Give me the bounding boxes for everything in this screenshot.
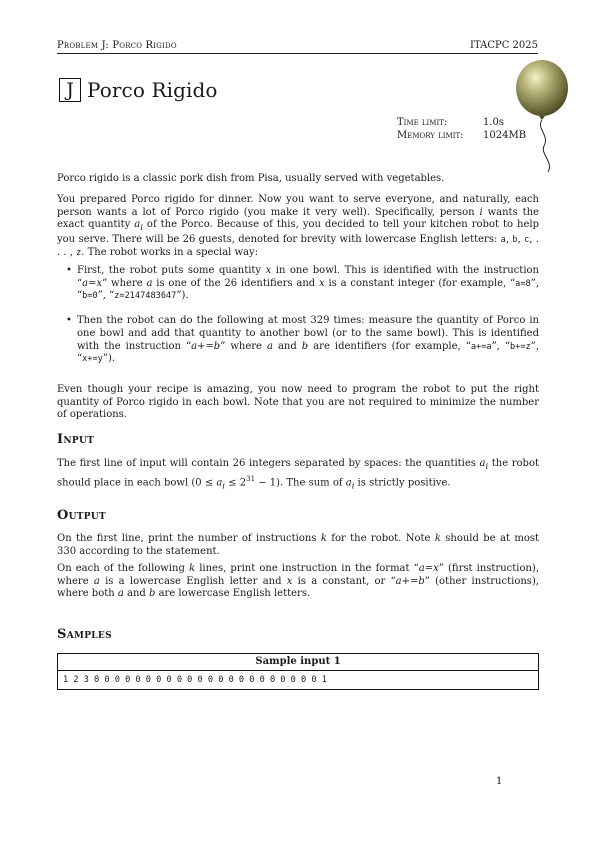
output-paragraph-2 bbox=[57, 563, 539, 601]
text-run: and bbox=[272, 340, 302, 352]
code-example: a+=a bbox=[470, 341, 492, 352]
text-run: wants the exact quantity bbox=[57, 206, 539, 231]
math-subscript: i bbox=[485, 461, 489, 471]
math-var: i bbox=[479, 206, 483, 218]
math-var: x bbox=[319, 277, 325, 289]
time-limit-row bbox=[397, 116, 526, 129]
math-var: a bbox=[117, 588, 124, 600]
text-run: ”, “ bbox=[97, 290, 115, 302]
text-run: , bbox=[517, 234, 525, 246]
statement-paragraph-1: Porco rigido is a classic pork dish from Pisa, usually served with vegetables. bbox=[57, 173, 445, 184]
text-run: is a constant integer (for example, “ bbox=[324, 277, 516, 289]
text-run: On each of the following bbox=[57, 563, 190, 574]
text-run: ” (first instruction), where bbox=[57, 563, 540, 587]
text-run: On the first line, print the number of instructions bbox=[57, 533, 321, 544]
math-var: k bbox=[189, 563, 196, 574]
text-run: ” where bbox=[220, 340, 267, 352]
text-run: is strictly positive. bbox=[354, 477, 451, 489]
header-rule bbox=[57, 53, 538, 54]
math-var: a bbox=[134, 219, 141, 231]
math-var: a=x bbox=[82, 277, 103, 289]
text-run: ” where bbox=[102, 277, 147, 289]
math-subscript: i bbox=[140, 222, 143, 233]
math-var: a+=b bbox=[395, 575, 425, 587]
code-identifier: a bbox=[500, 235, 506, 246]
time-limit-value: 1.0s bbox=[483, 117, 505, 128]
text-run: ”). bbox=[176, 290, 189, 302]
code-example: b+=z bbox=[510, 341, 531, 352]
text-run: − 1). The sum of bbox=[255, 477, 346, 489]
text-run: The first line of input will contain 26 integers separated by spaces: the quantities bbox=[57, 458, 480, 469]
problem-title bbox=[59, 76, 218, 104]
text-run: are lowercase English letters. bbox=[155, 588, 311, 600]
text-run: ”, “ bbox=[77, 340, 539, 365]
math-subscript: i bbox=[222, 480, 225, 491]
text-run: ”, “ bbox=[491, 340, 510, 352]
code-example: z=2147483647 bbox=[114, 291, 177, 302]
code-example: b=0 bbox=[82, 291, 98, 302]
text-run: of the Porco. Because of this, you decided to tell your kitchen robot to help you serve. There will be 26 guests, denoted for brevity with lowercase English letters: bbox=[57, 219, 539, 246]
running-header bbox=[57, 40, 538, 54]
text-run: You prepared Porco rigido for dinner. Now you want to serve everyone, and naturally, each person wants a lot of Porco rigido (you make it very well). Specifically, person bbox=[57, 194, 539, 218]
statement-paragraph-2 bbox=[57, 194, 539, 260]
code-example: a=8 bbox=[515, 278, 531, 289]
text-run: ≤ 2 bbox=[225, 477, 247, 489]
text-run: are identifiers (for example, “ bbox=[308, 340, 471, 352]
math-var: a bbox=[479, 458, 486, 469]
text-run: for the robot. Note bbox=[326, 533, 435, 544]
math-var: a bbox=[216, 477, 223, 489]
text-run: . The robot works in a special way: bbox=[81, 246, 259, 258]
samples-heading: Samples bbox=[57, 627, 112, 642]
time-limit-label: Time limit: bbox=[397, 117, 448, 128]
code-example: x+=y bbox=[82, 354, 103, 365]
text-run: , . . . , bbox=[57, 234, 539, 258]
code-identifier: c bbox=[524, 235, 530, 246]
input-paragraph bbox=[57, 458, 539, 492]
text-run: ”, “ bbox=[77, 277, 539, 302]
code-identifier: b bbox=[512, 235, 518, 246]
text-run: First, the robot puts some quantity bbox=[77, 265, 266, 276]
problem-name: Porco Rigido bbox=[87, 78, 218, 102]
math-var: a bbox=[345, 477, 352, 489]
memory-limit-row bbox=[397, 129, 526, 142]
math-var: a+=b bbox=[191, 340, 221, 352]
math-superscript: 31 bbox=[246, 474, 256, 483]
math-var: b bbox=[301, 340, 309, 352]
text-run: and bbox=[123, 588, 149, 600]
math-var: a bbox=[266, 340, 273, 352]
math-var: k bbox=[434, 533, 441, 544]
math-var: b bbox=[149, 588, 156, 600]
code-identifier: z bbox=[76, 247, 82, 258]
list-item bbox=[57, 315, 539, 366]
limits-block bbox=[397, 116, 526, 142]
sample-input-box bbox=[57, 653, 539, 690]
input-heading: Input bbox=[57, 432, 95, 447]
text-run: is a constant, or “ bbox=[292, 575, 396, 587]
list-item bbox=[57, 265, 539, 303]
sample-input-content: 1 2 3 0 0 0 0 0 0 0 0 0 0 0 0 0 0 0 0 0 0 0 0 0 0 1 bbox=[63, 675, 327, 685]
output-heading: Output bbox=[57, 508, 106, 523]
memory-limit-value: 1024MB bbox=[483, 130, 527, 141]
memory-limit-label: Memory limit: bbox=[397, 130, 464, 141]
math-var: k bbox=[320, 533, 327, 544]
page-number: 1 bbox=[496, 776, 503, 787]
text-run: is a lowercase English letter and bbox=[99, 575, 287, 587]
header-problem-name: Problem J: Porco Rigido bbox=[57, 40, 177, 51]
text-run: should be at most 330 according to the statement. bbox=[57, 533, 539, 557]
header-contest-name: ITACPC 2025 bbox=[470, 40, 538, 51]
math-var: x bbox=[265, 265, 272, 276]
statement-paragraph-3: Even though your recipe is amazing, you now need to program the robot to put the right quantity of Porco rigido in each bowl. Note that you are not required to minimize the number of operations. bbox=[57, 384, 539, 421]
sample-input-caption: Sample input 1 bbox=[58, 654, 538, 671]
text-run: ”). bbox=[102, 353, 116, 365]
text-run: in one bowl. This is identified with the instruction “ bbox=[77, 265, 539, 289]
text-run: ” (other instructions), where both bbox=[57, 575, 539, 600]
output-paragraph-1 bbox=[57, 533, 539, 558]
math-var: x bbox=[286, 575, 293, 587]
math-var: a=x bbox=[418, 563, 439, 574]
problem-letter-box: J bbox=[59, 78, 81, 102]
text-run: the robot should place in each bowl (0 ≤ bbox=[57, 458, 539, 489]
math-var: a bbox=[146, 277, 153, 289]
math-var: a bbox=[93, 575, 100, 587]
math-subscript: i bbox=[351, 480, 355, 491]
text-run: is one of the 26 identifiers and bbox=[152, 277, 319, 289]
robot-rules-list bbox=[57, 265, 539, 366]
text-run: , bbox=[505, 234, 513, 246]
text-run: lines, print one instruction in the format “ bbox=[195, 563, 419, 574]
text-run: Then the robot can do the following at most 329 times: measure the quantity of Porco in one bowl and add that quantity to another bowl (or to the same bowl). This is identified with the instruction “ bbox=[77, 315, 539, 352]
